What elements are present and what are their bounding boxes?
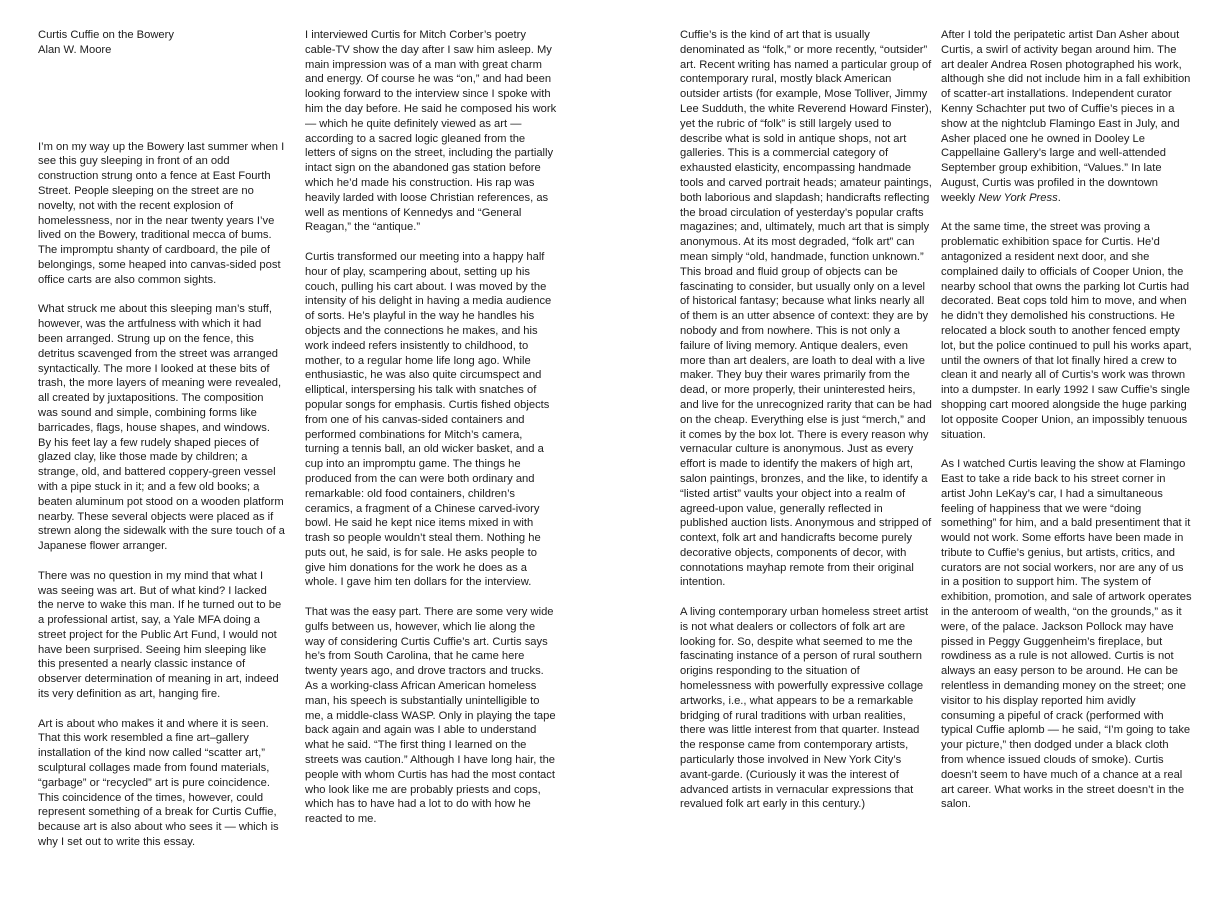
- paragraph: Cuffie’s is the kind of art that is usually denominated as “folk,” or more recently, “outsider” art. Recent writing has named a particular group of contemporary rural, mostly black American outsider artists (for example, Mose Tolliver, Jimmy Lee Sudduth, the white Reverend Howard Finster), yet the rubric of “folk” is still largely used to describe what is sold in antique shops, not art galleries. This is a commercial category of exhausted elasticity, encompassing handmade tools and carved portrait heads; amateur paintings, both laborious and slapdash; handicrafts reflecting the broad circulation of yesterday’s popular crafts magazines; and, ultimately, much art that is simply anonymous. At its most degraded, “folk art” can mean simply “old, handmade, function unknown.” This broad and fluid group of objects can be fascinating to consider, but usually only on a level of historical fantasy; because what links nearly all of them is an utter absence of context: they are by nobody and from nowhere. This is not only a failure of living memory. Antique dealers, even more than art dealers, are loath to deal with a live maker. They buy their wares primarily from the dead, or more properly, their uninterested heirs, and live for the unrecognized rarity that can be had on the cheap. Everything else is just “merch,” and it comes by the box lot. There is every reason why vernacular culture is anonymous. Just as every effort is made to identify the makers of high art, salon paintings, bronzes, and the like, to identify a “listed artist” vaults your object into a realm of agreed-upon value, generally reflected in published auction lists. Anonymous and stripped of context, folk art and handicrafts become purely decorative objects, components of decor, with connotations mayhap remote from their original intention.: [680, 29, 932, 589]
- text-column-3: [680, 28, 932, 812]
- essay-header: [38, 28, 285, 58]
- paragraph: That was the easy part. There are some very wide gulfs between us, however, which lie along the way of considering Curtis Cuffie’s art. Curtis says he’s from South Carolina, that he came here twenty years ago, and drove tractors and trucks. As a working-class African American homeless man, his speech is substantially unintelligible to me, a middle-class WASP. Only in playing the tape back again and again was I able to understand what he said. “The first thing I learned on the streets was caution.” Although I have long hair, the people with whom Curtis has had the most contact who look like me are probably priests and cops, which has to have had a lot to do with how he reacted to me.: [305, 606, 556, 826]
- paragraph: At the same time, the street was proving a problematic exhibition space for Curtis. He’d antagonized a resident next door, and she complained daily to officials of Cooper Union, the nearby school that owns the parking lot Curtis had decorated. Beat cops told him to move, and when he didn’t they demolished his constructions. He relocated a block south to another fenced empty lot, but the police continued to pull his works apart, until the owners of that lot finally hired a crew to clean it and nearly all of Curtis’s work was thrown into a dumpster. In early 1992 I saw Cuffie’s single shopping cart moored alongside the huge parking lot opposite Cooper Union, an impossibly tenuous situation.: [941, 221, 1192, 441]
- paragraph: I interviewed Curtis for Mitch Corber’s poetry cable-TV show the day after I saw him asleep. My main impression was of a man with great charm and energy. Of course he was “on,” and had been looking forward to the interview since I spoke with him the day before. He said he composed his work — which he quite definitely viewed as art — according to a sacred logic gleaned from the letters of signs on the street, including the partially intact sign on the abandoned gas station before which he’d made his construction. His rap was heavily larded with loose Christian references, as well as mentions of Kennedys and “General Reagan,” the “antique.”: [305, 29, 557, 234]
- paragraph: What struck me about this sleeping man’s stuff, however, was the artfulness with which it had been arranged. Strung up on the fence, this detritus scavenged from the street was arranged syntactically. The more I looked at these bits of trash, the more layers of meaning were revealed, all created by juxtapositions. The composition was sound and simple, combining forms like barricades, flags, house shapes, and windows. By his feet lay a few rudely shaped pieces of glazed clay, like those made by children; a strange, old, and battered coppery-green vessel with a pipe stuck in it; and a few old books; a beaten aluminum pot stood on a wooden platform nearby. These several objects were placed as if strewn along the sidewalk with the sure touch of a Japanese flower arranger.: [38, 303, 285, 553]
- paragraph: A living contemporary urban homeless street artist is not what dealers or collectors of folk art are looking for. So, despite what seemed to me the fascinating instance of a person of rural southern origins responding to the situation of homelessness with powerfully expressive collage artworks, i.e., what appears to be a remarkable bridging of rural traditions with urban realities, there was little interest from that quarter. Instead the response came from contemporary artists, particularly those involved in New York City’s avant-garde. (Curiously it was the interest of advanced artists in vernacular expressions that revalued folk art early in this century.): [680, 606, 929, 811]
- text-column-2: [305, 28, 557, 827]
- column-paragraphs: [680, 28, 932, 812]
- text-column-4: [941, 28, 1192, 812]
- paragraph: There was no question in my mind that what I was seeing was art. But of what kind? I lacked the nerve to wake this man. If he turned out to be a professional artist, say, a Yale MFA doing a street project for the Public Art Fund, I would not have been surprised. Seeing him sleeping like this presented a nearly classic instance of observer determination of meaning in art, indeed its very definition as art, hanging fire.: [38, 569, 282, 701]
- column-paragraphs: [305, 28, 557, 827]
- paragraph: After I told the peripatetic artist Dan Asher about Curtis, a swirl of activity began around him. The art dealer Andrea Rosen photographed his work, although she did not include him in a fall exhibition of scatter-art installations. Independent curator Kenny Schachter put two of Cuffie’s pieces in a show at the nightclub Flamingo East in July, and Asher placed one he owned in Dooley Le Cappellaine Gallery’s large and well-attended September group exhibition, “Values.” In late August, Curtis was profiled in the downtown weekly New York Press.: [941, 29, 1191, 204]
- paragraph: I’m on my way up the Bowery last summer when I see this guy sleeping in front of an odd construction strung onto a fence at East Fourth Street. People sleeping on the street are no novelty, not with the recent explosion of homelessness, nor in the near twenty years I’ve lived on the Bowery, traditional mecca of bums. The impromptu shanty of cardboard, the pile of belongings, some heaped into canvas-sided post office carts are also common sights.: [38, 140, 285, 286]
- essay-author: Alan W. Moore: [38, 43, 112, 56]
- paragraph: Curtis transformed our meeting into a happy half hour of play, scampering about, setting up his couch, pulling his cart about. I was moved by the intensity of his delight in having a media audience of sorts. He’s playful in the way he handles his objects and the connections he makes, and his work indeed refers insistently to childhood, to mother, to a regular home life long ago. While enthusiastic, he was also quite circumspect and elliptical, interspersing his talk with snatches of popular songs for emphasis. Curtis fished objects from one of his canvas-sided containers and performed combinations for Mitch’s camera, turning a tennis ball, an old wicker basket, and a cup into an impromptu game. The things he produced from the can were both ordinary and remarkable: old food containers, children’s ceramics, a fragment of a Chinese carved-ivory bowl. He said he kept nice items mixed in with trash so people wouldn’t steal them. Nothing he puts out, he said, is for sale. He asks people to give him donations for the work he does as a whole. I gave him ten dollars for the interview.: [305, 250, 552, 589]
- essay-title: Curtis Cuffie on the Bowery: [38, 29, 174, 41]
- text-column-1: [38, 28, 285, 850]
- column-paragraphs: [38, 140, 285, 850]
- paragraph: As I watched Curtis leaving the show at Flamingo East to take a ride back to his street corner in artist John LeKay’s car, I had a simultaneous feeling of happiness that we were “doing something” for him, and a bald presentiment that it would not work. Some efforts have been made in tribute to Cuffie’s genius, but artists, critics, and curators are not social workers, nor are any of us in a position to support him. The system of exhibition, promotion, and sale of artwork operates in the anteroom of wealth, “on the grounds,” as it were, of the palace. Jackson Pollock may have pissed in Peggy Guggenheim’s fireplace, but rowdiness as a rule is not allowed. Curtis is not always an easy person to be around. He can be relentless in demanding money on the street; one visitor to his display reported him avidly consuming a pipeful of crack (performed with typical Cuffie aplomb — he said, “I’m going to take your picture,” then dodged under a black cloth from whence issued clouds of smoke). Curtis doesn’t seem to have much of a chance at a real art career. What works in the street doesn’t in the salon.: [941, 458, 1192, 811]
- column-paragraphs: [941, 28, 1192, 812]
- paragraph: Art is about who makes it and where it is seen. That this work resembled a fine art–gallery installation of the kind now called “scatter art,” sculptural collages made from found materials, “garbage” or “recycled” art is pure coincidence. This coincidence of the times, however, could represent something of a break for Curtis Cuffie, because art is also about who sees it — which is why I set out to write this essay.: [38, 717, 279, 849]
